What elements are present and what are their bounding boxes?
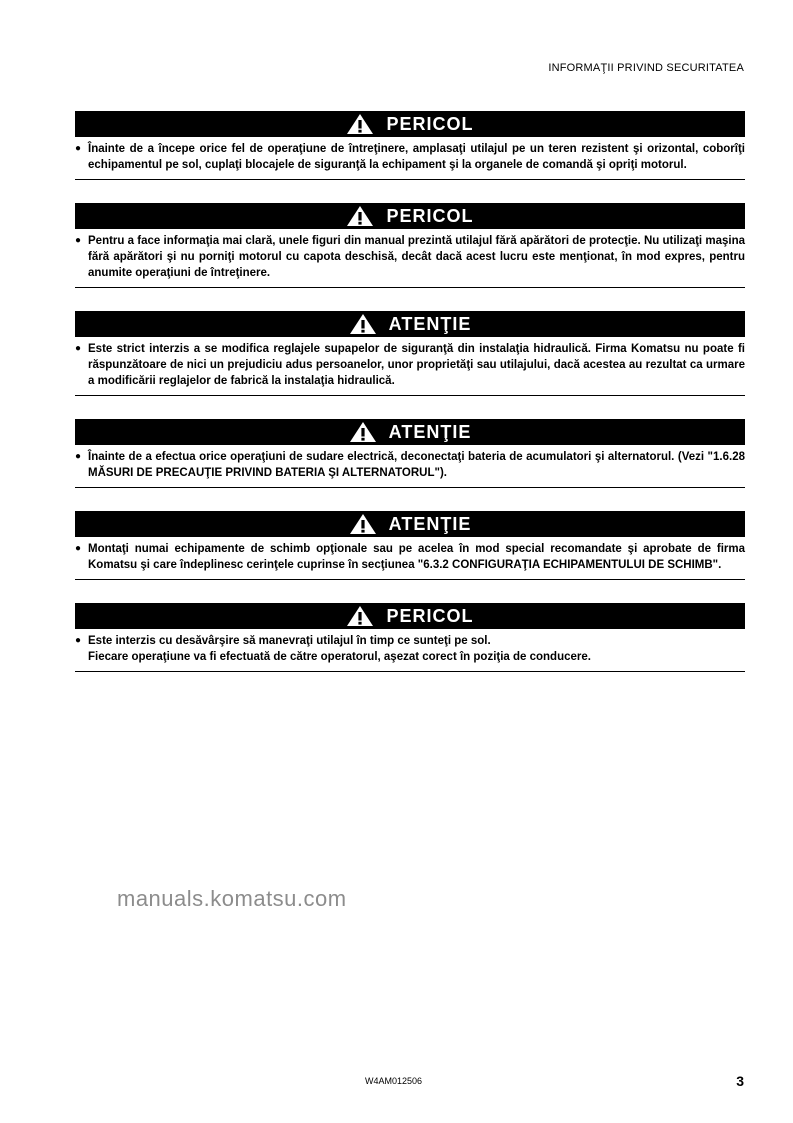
safety-banner-title: ATENŢIE — [388, 421, 472, 442]
warning-triangle-icon — [349, 513, 377, 535]
safety-banner — [75, 203, 745, 229]
safety-banner — [75, 111, 745, 137]
safety-item — [75, 633, 745, 671]
safety-item — [75, 233, 745, 287]
safety-item-text: Este interzis cu desăvârşire să manevraţi utilajul în timp ce sunteţi pe sol. — [88, 635, 491, 647]
safety-banner — [75, 419, 745, 445]
safety-banner-title: ATENŢIE — [388, 513, 472, 534]
bullet-icon: ● — [75, 143, 82, 154]
safety-section — [75, 603, 745, 672]
safety-item-text: Fiecare operaţiune va fi efectuată de către operatorul, aşezat corect în poziţia de conducere. — [88, 651, 591, 663]
bullet-icon: ● — [75, 451, 82, 462]
safety-banner — [75, 603, 745, 629]
document-code: W4AM012506 — [365, 1076, 423, 1086]
warning-triangle-icon — [346, 113, 374, 135]
safety-banner-title: PERICOL — [386, 605, 474, 626]
safety-banner-title: PERICOL — [386, 205, 474, 226]
safety-item-text: Înainte de a efectua orice operaţiuni de sudare electrică, deconectaţi bateria de acumulatori şi alternatorul. (Vezi "1.6.28 MĂSURI DE PRECAUŢIE PRIVIND BATERIA ŞI ALTERNATORUL"). — [88, 451, 745, 479]
safety-item-text: Pentru a face informaţia mai clară, unele figuri din manual prezintă utilajul fără apărători de protecţie. Nu utilizaţi maşina fără apărători şi nu porniţi motorul cu capota deschisă, decât dacă acest lucru este menţionat, în mod expres, pentru anumite operaţiuni de întreţinere. — [88, 235, 745, 279]
bullet-icon: ● — [75, 543, 82, 554]
warning-triangle-icon — [346, 205, 374, 227]
safety-section — [75, 419, 745, 488]
warning-triangle-icon — [346, 605, 374, 627]
warning-triangle-icon — [349, 313, 377, 335]
safety-item-text: Montaţi numai echipamente de schimb opţionale sau pe acelea în mod special recomandate şi aprobate de firma Komatsu şi care îndeplinesc cerinţele cuprinse în secţiunea "6.3.2 CONFIGURAŢIA ECHIPAMENTULUI DE SCHIMB". — [88, 543, 745, 571]
safety-banner — [75, 311, 745, 337]
safety-section — [75, 111, 745, 180]
safety-banner — [75, 511, 745, 537]
safety-item-text: Este strict interzis a se modifica reglajele supapelor de siguranţă din instalaţia hidraulică. Firma Komatsu nu poate fi răspunzătoare de nici un prejudiciu adus persoanelor, unor proprietăţi sau utilajului, dacă acestea au rezultat ca urmare a modificării reglajelor de fabrică la instalaţia hidraulică. — [88, 343, 745, 387]
bullet-icon: ● — [75, 635, 82, 646]
safety-sections — [75, 111, 745, 695]
safety-item — [75, 541, 745, 579]
safety-section — [75, 311, 745, 396]
safety-item — [75, 341, 745, 395]
safety-section — [75, 203, 745, 288]
bullet-icon: ● — [75, 235, 82, 246]
safety-banner-title: PERICOL — [386, 113, 474, 134]
safety-item-text: Înainte de a începe orice fel de operaţiune de întreţinere, amplasaţi utilajul pe un teren rezistent şi orizontal, coborîţi echipamentul pe sol, cuplaţi blocajele de siguranţă la echipament şi la organele de comandă şi opriţi motorul. — [88, 143, 745, 171]
safety-banner-title: ATENŢIE — [388, 313, 472, 334]
warning-triangle-icon — [349, 421, 377, 443]
page-number: 3 — [736, 1073, 744, 1089]
bullet-icon: ● — [75, 343, 82, 354]
watermark: manuals.komatsu.com — [117, 886, 347, 911]
running-header: INFORMAŢII PRIVIND SECURITATEA — [548, 62, 744, 74]
safety-item — [75, 141, 745, 179]
safety-item — [75, 449, 745, 487]
safety-section — [75, 511, 745, 580]
